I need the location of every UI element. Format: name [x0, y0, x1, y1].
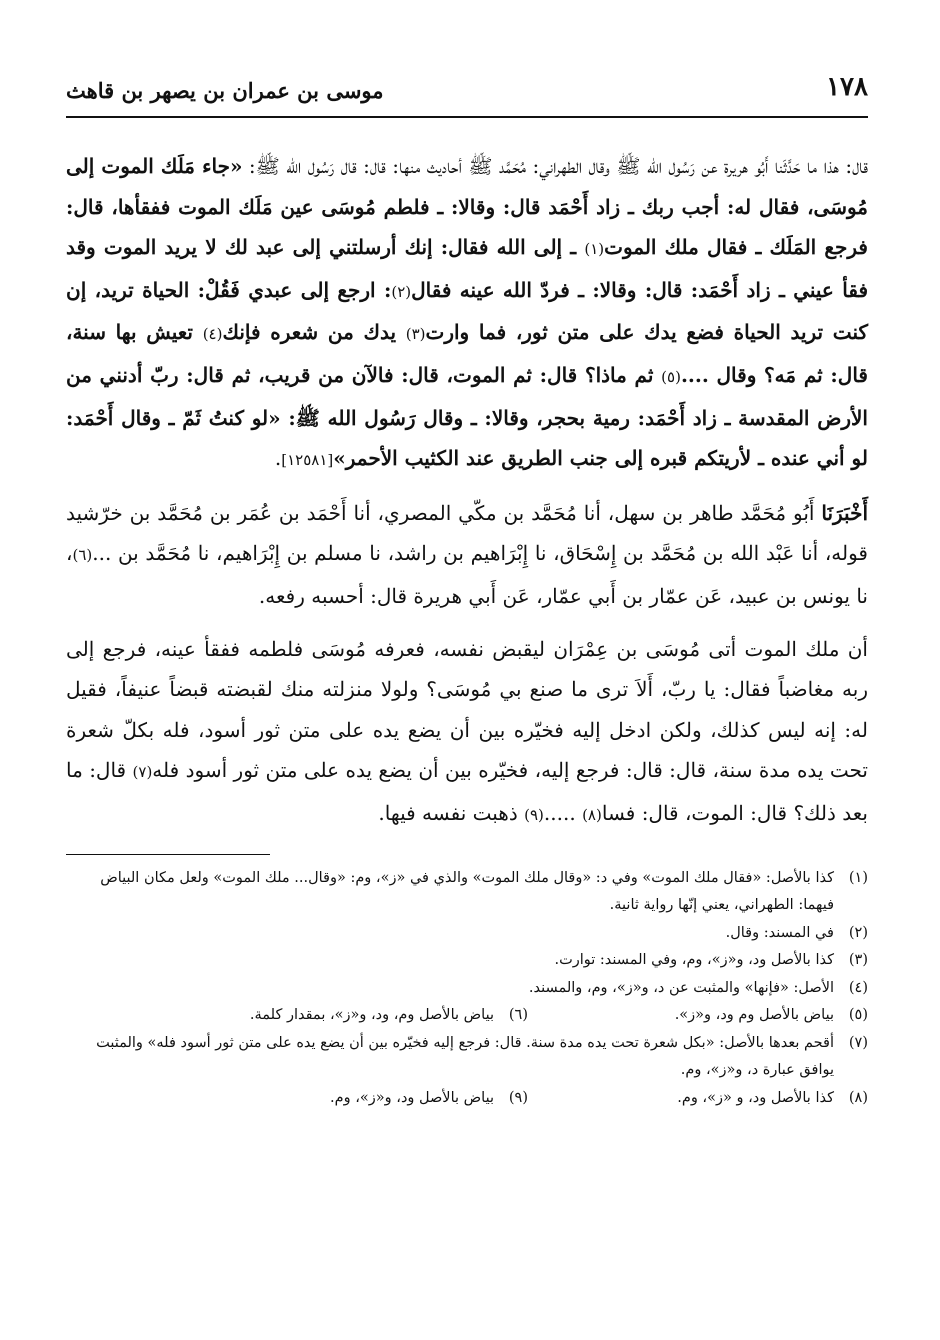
bold-text-segment: ثم ماذا؟ قال: ثم الموت، قال: فالآن من قريب، ثم قال: ربّ أدنني من الأرض المقدسة ـ زاد أَحْمَد: رمية بحجر، وقالا: ـ وقال رَسُول الله ﷺ: «لو كنتُ ثَمّ ـ وقال أَحْمَد: لو أني عنده ـ لأريتكم قبره إلى جنب الطريق عند الكثيب الأحمر»: [66, 362, 868, 471]
footnote-number: (٢): [848, 924, 868, 941]
text-segment: قال: هذا ما حَدَّثَنا أَبُو هريرة عن رَسُول الله ﷺ وقال الطهراني: مُحَمَّد ﷺ أحاديث منها: قال: قال رَسُول الله ﷺ:: [242, 154, 869, 178]
footnote-number: (٧): [848, 1034, 868, 1051]
footnote-text: كذا بالأصل: «فقال ملك الموت» وفي د: «وقال ملك الموت» والذي في «ز»، وم: «وقال... ملك الموت» ولعل مكان البياض فيهما: الطهراني، يعني إنّها رواية ثانية.: [100, 869, 834, 913]
footnote-8: [528, 1085, 868, 1113]
bold-text-segment: يدك من شعره فإنك: [222, 320, 406, 345]
text-segment: أن ملك الموت أتى مُوسَى بن عِمْرَان ليقبض نفسه، فعرفه مُوسَى فلطمه ففقأ عينه، فرجع إلى ربه مغاضباً فقال: يا ربّ، أَلاَ ترى ما صنع بي مُوسَى؟ ولولا منزلته منك لقبضته قبضاً عنيفاً، فقيل له: إنه ليس كذلك، ولكن ادخل إليه فخيّره بين أن يضع يده على متن ثور أسود، فله بكلّ شعرة تحت يده مدة سنة، قال: قال: فرجع إليه، فخيّره بين أن يضع يده على متن ثور أسود فله: [66, 636, 868, 783]
bold-text-segment: أَخْبَرَنَا: [821, 500, 868, 525]
footnote-number: (١): [848, 869, 868, 886]
footnote-6: [188, 1002, 528, 1030]
footnote-text: بياض بالأصل وم، ود، و«ز»، بمقدار كلمة.: [249, 1007, 494, 1023]
footnote-text: بياض بالأصل ود، و«ز»، وم.: [330, 1089, 494, 1106]
text-segment: ، نا يونس بن عبيد، عَن عمّار بن أَبي عمّار، عَن أَبي هريرة قال: أحسبه رفعه.: [66, 541, 868, 608]
paragraph-isnad: [66, 493, 868, 617]
footnote-text: كذا بالأصل ود، و«ز»، وم، وفي المسند: توارت.: [554, 952, 834, 968]
footnote-reference: (٤): [202, 325, 223, 344]
footnote-4: [66, 975, 868, 1003]
footnote-2: [66, 920, 868, 948]
footnote-number: (٨): [848, 1089, 868, 1106]
footnote-reference: (٧): [132, 763, 153, 782]
main-text: [66, 146, 868, 836]
footnote-9: [188, 1085, 528, 1113]
footnote-reference: (٩): [524, 805, 544, 824]
paragraph-hadith: [66, 146, 868, 481]
page-number: ١٧٨: [826, 72, 868, 102]
footnote-text: كذا بالأصل ود، و «ز»، وم.: [677, 1089, 834, 1106]
footnote-text: أقحم بعدها بالأصل: «بكل شعرة تحت يده مدة سنة. قال: فرجع إليه فخيّره بين أن يضع يده على متن ثور أسود فله» والمثبت يوافق عبارة د، و«ز»، وم.: [96, 1034, 834, 1078]
text-segment: ذهبت نفسه فيها.: [378, 800, 525, 825]
footnote-number: (٦): [508, 1007, 528, 1023]
text-segment: أَبُو مُحَمَّد طاهر بن سهل، أنا مُحَمَّد بن مكّي المصري، أنا أَحْمَد بن عُمَر بن مُحَمَّد بن خرّشيد قوله، أنا عَبْد الله بن مُحَمَّد بن إِسْحَاق، نا إِبْرَاهيم بن راشد، نا مسلم بن إِبْرَاهيم، نا مُحَمَّد بن ...: [66, 500, 868, 566]
page-header: [66, 70, 868, 118]
bold-text-segment: «جاء مَلَك الموت إلى مُوسَى، فقال له: أجب ربك ـ زاد أَحْمَد قال: وقالا: ـ فلطم مُوسَى عين مَلَك الموت ففقأها، قال: فرجع المَلَك ـ فقال ملك الموت: [66, 154, 868, 260]
footnote-reference: (٣): [405, 325, 426, 344]
footnote-number: (٤): [848, 979, 868, 996]
footnote-pair-5-6: [66, 1002, 868, 1030]
bold-text-segment: تعيش بها سنة، قال: ثم مَه؟ وقال ....: [66, 320, 868, 387]
footnote-text: في المسند: وقال.: [725, 924, 834, 941]
footnote-5: [528, 1002, 868, 1030]
paragraph-narration: [66, 629, 868, 836]
footnote-reference: (٦): [72, 546, 93, 565]
footnote-separator: [66, 854, 868, 855]
text-segment: .....: [543, 800, 583, 825]
footnote-reference: (٥): [661, 367, 681, 386]
bold-text-segment: ـ إلى الله فقال: إنك أرسلتني إلى عبد لك لا يريد الموت وقد فقأ عيني ـ زاد أَحْمَد: قال: وقالا: ـ فردّ الله عينه فقال: [66, 235, 869, 302]
running-title: موسى بن عمران بن يصهر بن قاهث: [66, 78, 384, 103]
footnote-text: بياض بالأصل وم ود، و«ز».: [674, 1007, 834, 1023]
footnote-number: (٥): [848, 1007, 868, 1023]
footnote-7: [66, 1030, 868, 1085]
footnote-1: [66, 865, 868, 920]
footnote-number: (٩): [508, 1089, 528, 1106]
footnote-reference: (٨): [582, 805, 602, 824]
footnote-pair-8-9: [66, 1085, 868, 1113]
bold-text-segment: : ارجع إلى عبدي فَقُلْ: الحياة تريد، إن كنت تريد الحياة فضع يدك على متن ثور، فما وارت: [66, 277, 869, 345]
footnote-text: الأصل: «فإنها» والمثبت عن د، و«ز»، وم، والمسند.: [528, 979, 834, 996]
text-segment: قال: ما بعد ذلك؟ قال: الموت، قال: فسا: [66, 758, 868, 825]
footnote-reference: [١٢٥٨١]: [281, 451, 334, 470]
footnote-reference: (١): [584, 240, 605, 259]
footnote-3: [66, 947, 868, 975]
footnote-number: (٣): [848, 952, 868, 968]
footnotes: [66, 865, 868, 1113]
footnote-reference: (٢): [391, 282, 412, 301]
text-segment: .: [274, 446, 282, 471]
